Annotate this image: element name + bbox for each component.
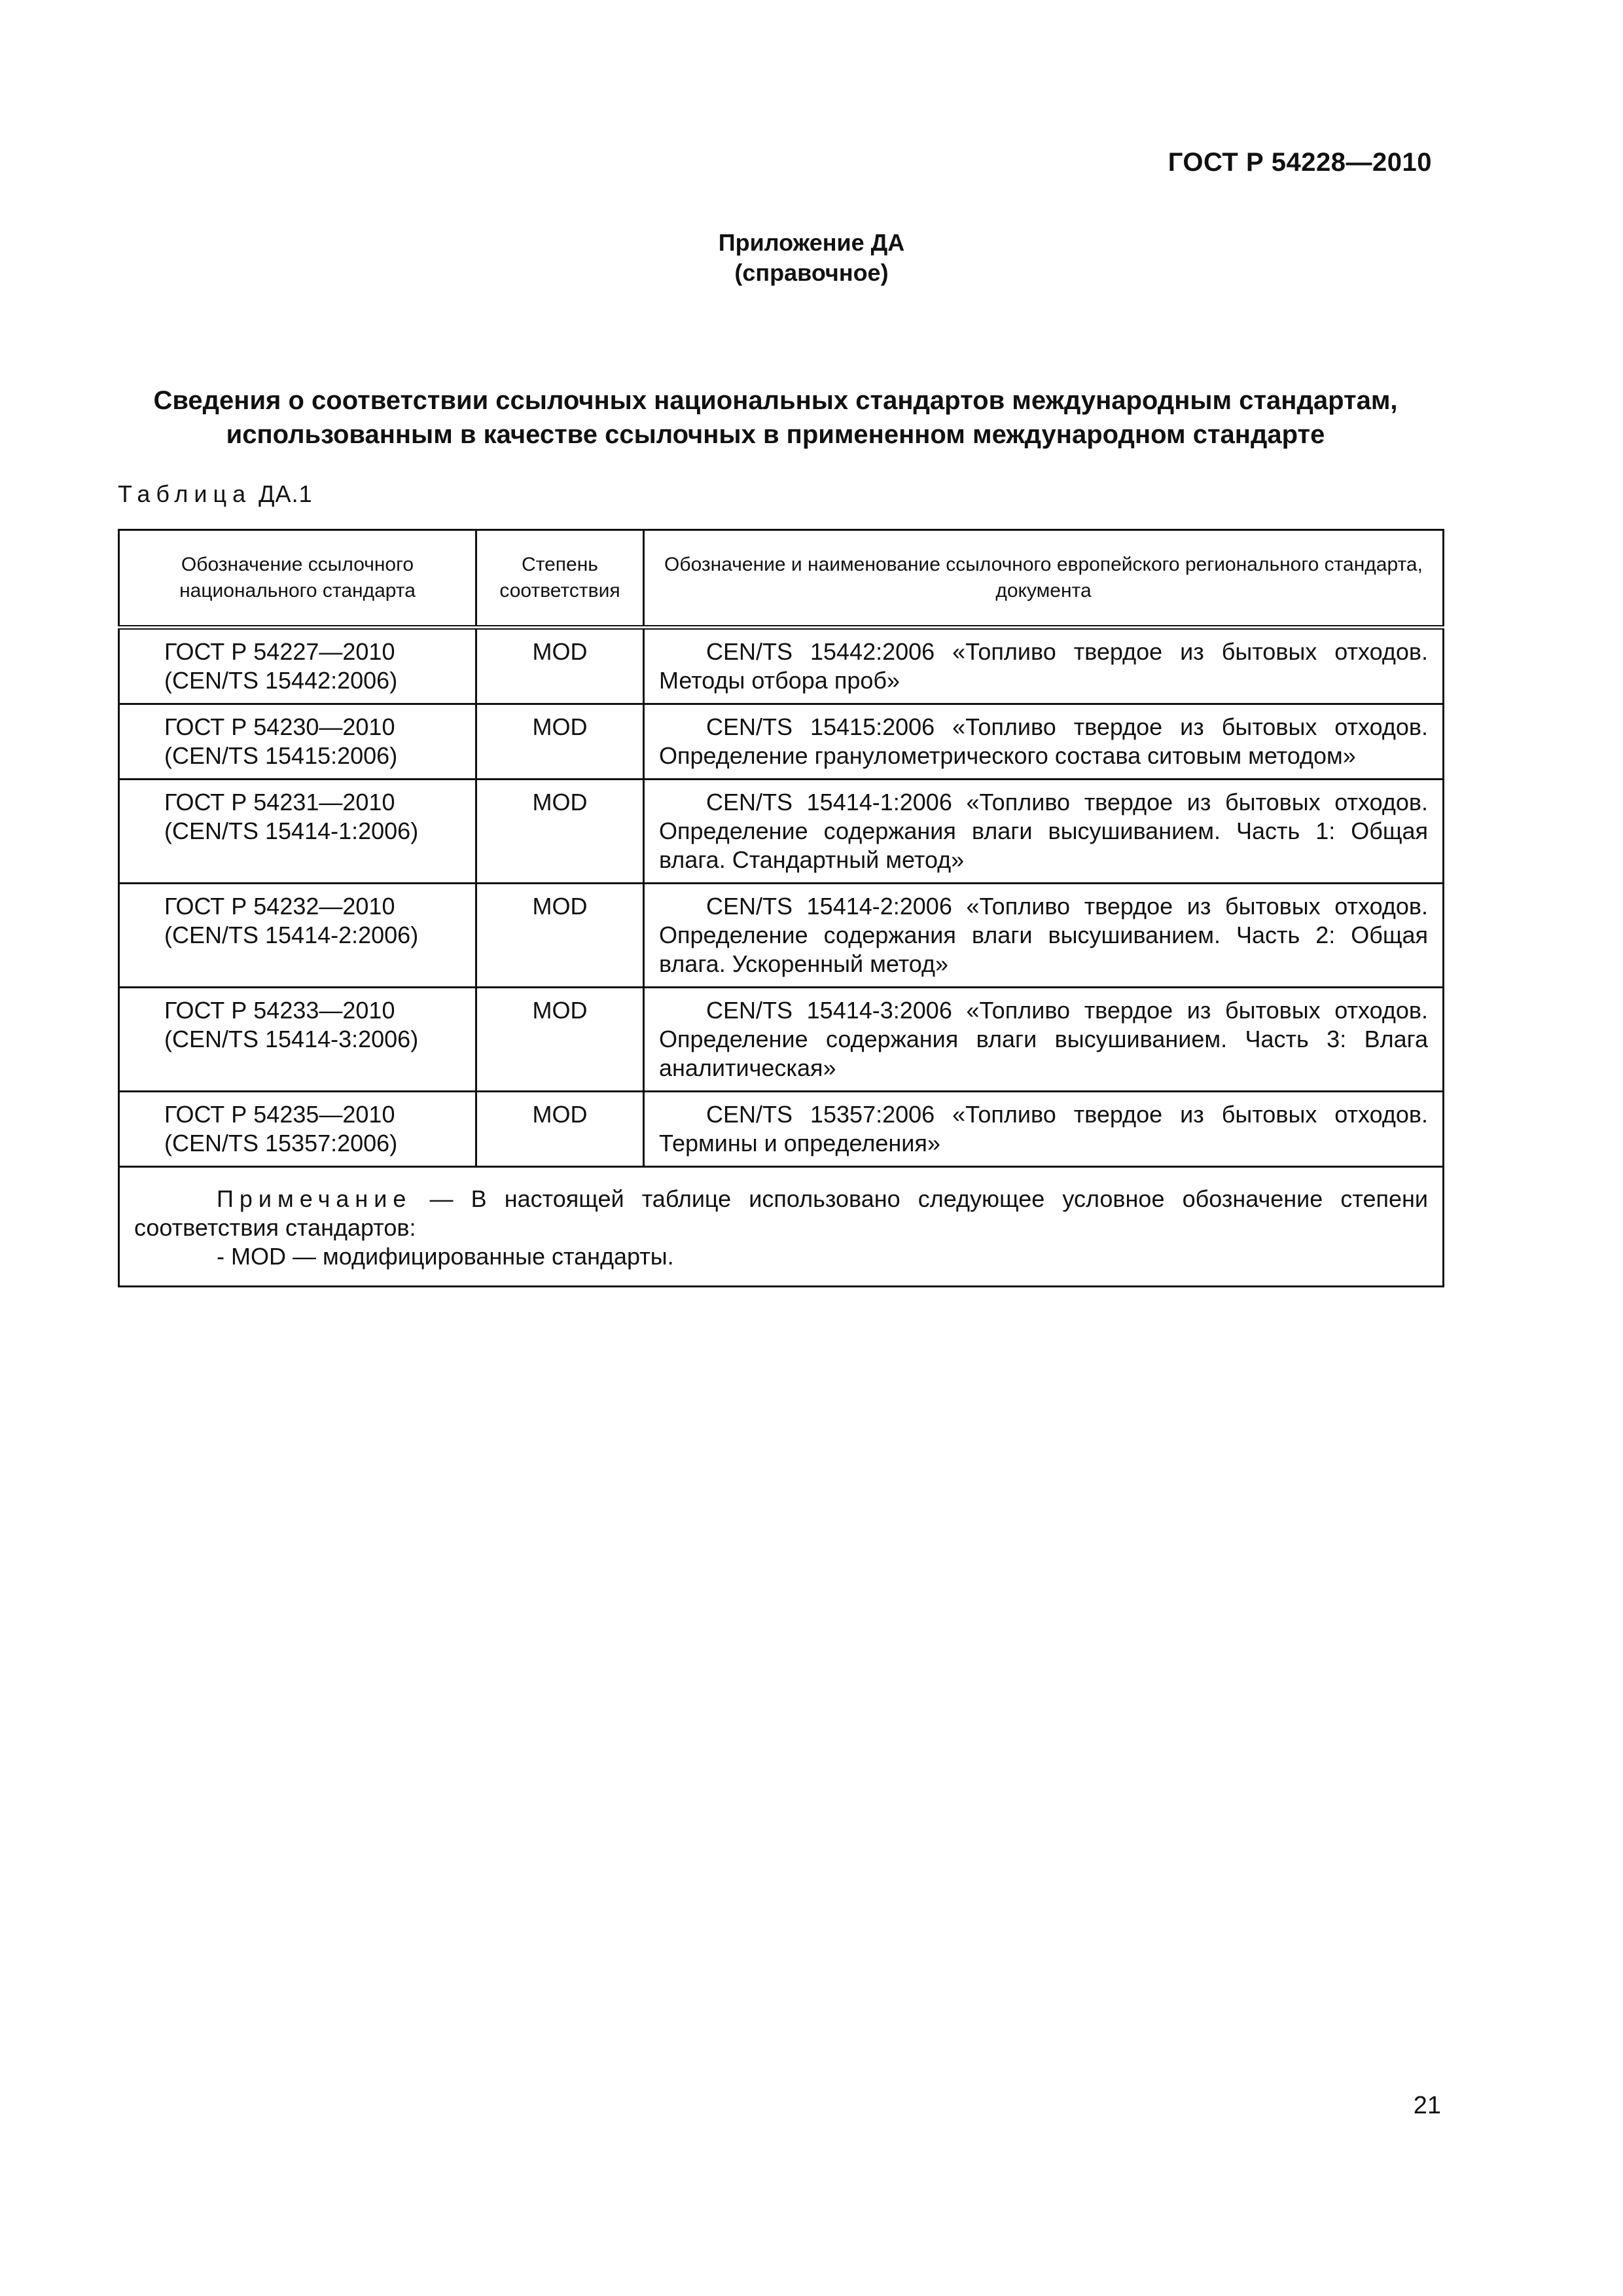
national-standard-code: ГОСТ Р 54232—2010 xyxy=(164,893,395,920)
reference-text: CEN/TS 15415:2006 «Топливо твердое из бытовых отходов. Определение гранулометрического состава ситовым методом» xyxy=(659,713,1428,769)
note-text: — В настоящей таблице использовано следующее условное обозначение степени соответствия стандартов: xyxy=(134,1185,1428,1241)
table-row xyxy=(119,988,1444,1092)
table-note-row xyxy=(119,1167,1444,1287)
table-row xyxy=(119,884,1444,988)
note-label: Примечание xyxy=(217,1185,412,1212)
national-standard-cell xyxy=(119,780,476,884)
national-standard-code: ГОСТ Р 54233—2010 xyxy=(164,997,395,1024)
international-equivalent: (CEN/TS 15414-2:2006) xyxy=(164,922,419,948)
national-standard-code: ГОСТ Р 54230—2010 xyxy=(164,713,395,740)
reference-standard-cell xyxy=(644,704,1444,780)
table-caption-number: ДА.1 xyxy=(259,480,313,507)
table-caption xyxy=(118,480,313,508)
table-note xyxy=(119,1167,1444,1287)
international-equivalent: (CEN/TS 15414-1:2006) xyxy=(164,817,419,844)
reference-text: CEN/TS 15414-2:2006 «Топливо твердое из бытовых отходов. Определение содержания влаги высушиванием. Часть 2: Общая влага. Ускоренный метод» xyxy=(659,893,1428,977)
national-standard-code: ГОСТ Р 54231—2010 xyxy=(164,789,395,816)
international-equivalent: (CEN/TS 15415:2006) xyxy=(164,742,398,769)
degree-cell: MOD xyxy=(476,1092,644,1167)
degree-cell: MOD xyxy=(476,988,644,1092)
reference-text: CEN/TS 15414-3:2006 «Топливо твердое из бытовых отходов. Определение содержания влаги высушиванием. Часть 3: Влага аналитическая» xyxy=(659,997,1428,1081)
note-lead xyxy=(134,1185,1428,1242)
appendix-title: Приложение ДА xyxy=(718,229,905,256)
degree-cell: MOD xyxy=(476,780,644,884)
international-equivalent: (CEN/TS 15357:2006) xyxy=(164,1130,398,1157)
correspondence-table xyxy=(118,529,1444,1287)
degree-cell: MOD xyxy=(476,884,644,988)
table-row xyxy=(119,780,1444,884)
section-heading-line-1: Сведения о соответствии ссылочных национальных стандартов международным стандартам, xyxy=(153,386,1398,415)
national-standard-cell xyxy=(119,884,476,988)
table-row xyxy=(119,628,1444,704)
table-row xyxy=(119,1092,1444,1167)
header-national-standard: Обозначение ссылочного национального стандарта xyxy=(119,530,476,628)
reference-text: CEN/TS 15414-1:2006 «Топливо твердое из бытовых отходов. Определение содержания влаги высушиванием. Часть 1: Общая влага. Стандартный метод» xyxy=(659,789,1428,873)
table-row xyxy=(119,704,1444,780)
degree-cell: MOD xyxy=(476,628,644,704)
document-standard-code: ГОСТ Р 54228—2010 xyxy=(1168,148,1432,177)
section-heading xyxy=(111,384,1440,452)
international-equivalent: (CEN/TS 15414-3:2006) xyxy=(164,1026,419,1052)
appendix-subtitle: (справочное) xyxy=(734,259,889,286)
national-standard-code: ГОСТ Р 54227—2010 xyxy=(164,638,395,665)
national-standard-code: ГОСТ Р 54235—2010 xyxy=(164,1101,395,1128)
reference-standard-cell xyxy=(644,628,1444,704)
page-number: 21 xyxy=(1413,2092,1441,2119)
note-item: - MOD — модифицированные стандарты. xyxy=(217,1243,674,1270)
national-standard-cell xyxy=(119,988,476,1092)
reference-standard-cell xyxy=(644,1092,1444,1167)
header-reference-standard: Обозначение и наименование ссылочного европейского регионального стандарта, документа xyxy=(644,530,1444,628)
reference-text: CEN/TS 15442:2006 «Топливо твердое из бытовых отходов. Методы отбора проб» xyxy=(659,638,1428,694)
national-standard-cell xyxy=(119,1092,476,1167)
degree-cell: MOD xyxy=(476,704,644,780)
international-equivalent: (CEN/TS 15442:2006) xyxy=(164,667,398,694)
reference-standard-cell xyxy=(644,988,1444,1092)
national-standard-cell xyxy=(119,704,476,780)
appendix-title-block xyxy=(0,228,1623,288)
section-heading-line-2: использованным в качестве ссылочных в примененном международном стандарте xyxy=(226,420,1325,449)
reference-standard-cell xyxy=(644,884,1444,988)
national-standard-cell xyxy=(119,628,476,704)
table-header-row xyxy=(119,530,1444,628)
table-caption-word: Таблица xyxy=(118,480,252,507)
reference-standard-cell xyxy=(644,780,1444,884)
header-degree: Степень соответствия xyxy=(476,530,644,628)
reference-text: CEN/TS 15357:2006 «Топливо твердое из бытовых отходов. Термины и определения» xyxy=(659,1101,1428,1157)
